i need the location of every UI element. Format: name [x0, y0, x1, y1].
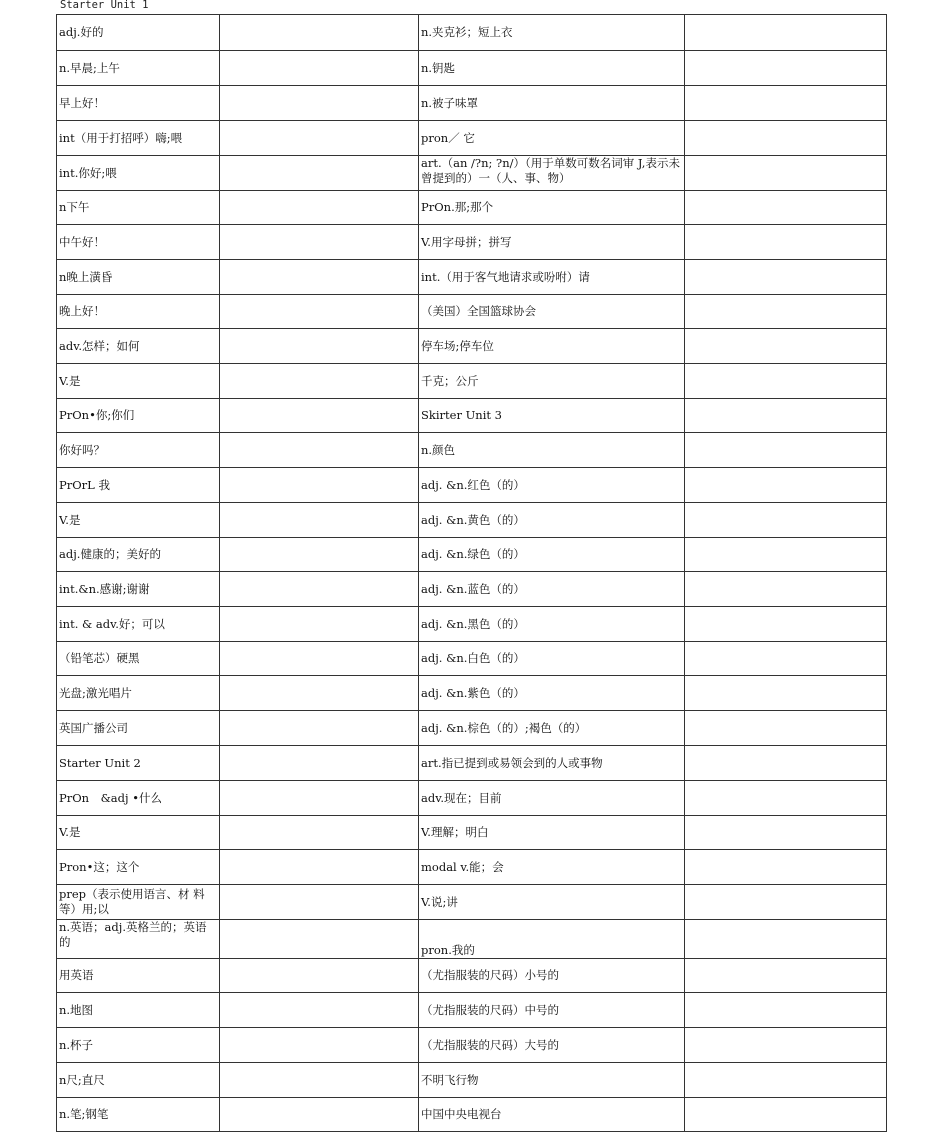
- table-row: [57, 676, 887, 711]
- left-answer-cell[interactable]: [220, 295, 419, 329]
- left-term: int. & adv.好；可以: [57, 607, 220, 642]
- left-term: V.是: [57, 364, 220, 399]
- right-answer-cell[interactable]: [685, 572, 887, 607]
- left-answer-cell[interactable]: [220, 329, 419, 364]
- left-term: （铅笔芯）硬黑: [57, 642, 220, 676]
- left-answer-cell[interactable]: [220, 1028, 419, 1063]
- table-row: [57, 642, 887, 676]
- right-term: 不明飞行物: [419, 1063, 685, 1098]
- left-term: int.你好;喂: [57, 156, 220, 191]
- left-term: n下午: [57, 191, 220, 225]
- left-answer-cell[interactable]: [220, 364, 419, 399]
- left-answer-cell[interactable]: [220, 15, 419, 51]
- right-answer-cell[interactable]: [685, 433, 887, 468]
- left-answer-cell[interactable]: [220, 468, 419, 503]
- left-answer-cell[interactable]: [220, 399, 419, 433]
- right-term: （尤指服装的尺码）中号的: [419, 993, 685, 1028]
- right-term: adj. &n.绿色（的）: [419, 538, 685, 572]
- right-answer-cell[interactable]: [685, 191, 887, 225]
- left-term: n.地图: [57, 993, 220, 1028]
- right-answer-cell[interactable]: [685, 86, 887, 121]
- table-row: [57, 816, 887, 850]
- left-answer-cell[interactable]: [220, 156, 419, 191]
- table-row: [57, 225, 887, 260]
- left-term: int.&n.感谢;谢谢: [57, 572, 220, 607]
- table-row: [57, 51, 887, 86]
- right-answer-cell[interactable]: [685, 295, 887, 329]
- right-term: pron／ 它: [419, 121, 685, 156]
- left-term: n.杯子: [57, 1028, 220, 1063]
- right-term: n.夹克衫；短上衣: [419, 15, 685, 51]
- left-answer-cell[interactable]: [220, 1098, 419, 1132]
- left-answer-cell[interactable]: [220, 225, 419, 260]
- left-answer-cell[interactable]: [220, 816, 419, 850]
- left-term: PrOn•你;你们: [57, 399, 220, 433]
- right-answer-cell[interactable]: [685, 225, 887, 260]
- left-term: 英国广播公司: [57, 711, 220, 746]
- left-answer-cell[interactable]: [220, 959, 419, 993]
- table-row: [57, 433, 887, 468]
- left-answer-cell[interactable]: [220, 642, 419, 676]
- right-answer-cell[interactable]: [685, 121, 887, 156]
- right-answer-cell[interactable]: [685, 1028, 887, 1063]
- left-term: 晚上好！: [57, 295, 220, 329]
- table-row: [57, 746, 887, 781]
- left-answer-cell[interactable]: [220, 607, 419, 642]
- right-term: V.理解；明白: [419, 816, 685, 850]
- left-term: 光盘;激光唱片: [57, 676, 220, 711]
- table-row: [57, 1028, 887, 1063]
- right-term: PrOn.那;那个: [419, 191, 685, 225]
- left-answer-cell[interactable]: [220, 121, 419, 156]
- right-term: 千克；公斤: [419, 364, 685, 399]
- left-term: V.是: [57, 503, 220, 538]
- left-term: PrOn &adj •什么: [57, 781, 220, 816]
- right-term: V.说;讲: [419, 885, 685, 920]
- right-term: n.颜色: [419, 433, 685, 468]
- right-term: pron.我的: [419, 920, 685, 959]
- left-term: n尺;直尺: [57, 1063, 220, 1098]
- vocabulary-table: [56, 14, 887, 1132]
- right-answer-cell[interactable]: [685, 1063, 887, 1098]
- right-term: adj. &n.白色（的）: [419, 642, 685, 676]
- right-term: modal v.能；会: [419, 850, 685, 885]
- left-term: n.英语；adj.英格兰的；英语的: [57, 920, 220, 959]
- left-answer-cell[interactable]: [220, 433, 419, 468]
- left-answer-cell[interactable]: [220, 191, 419, 225]
- left-term: V.是: [57, 816, 220, 850]
- right-answer-cell[interactable]: [685, 816, 887, 850]
- table-row: [57, 959, 887, 993]
- table-row: [57, 1098, 887, 1132]
- right-answer-cell[interactable]: [685, 781, 887, 816]
- right-answer-cell[interactable]: [685, 676, 887, 711]
- vocabulary-table-body: [57, 15, 887, 1132]
- left-answer-cell[interactable]: [220, 51, 419, 86]
- table-row: [57, 607, 887, 642]
- right-answer-cell[interactable]: [685, 538, 887, 572]
- right-term: adj. &n.紫色（的）: [419, 676, 685, 711]
- left-answer-cell[interactable]: [220, 1063, 419, 1098]
- table-row: [57, 993, 887, 1028]
- left-answer-cell[interactable]: [220, 538, 419, 572]
- right-term: art.指已提到或易领会到的人或事物: [419, 746, 685, 781]
- left-answer-cell[interactable]: [220, 993, 419, 1028]
- left-term: adj.好的: [57, 15, 220, 51]
- left-term: n.笔;钢笔: [57, 1098, 220, 1132]
- right-answer-cell[interactable]: [685, 885, 887, 920]
- table-row: [57, 503, 887, 538]
- right-answer-cell[interactable]: [685, 959, 887, 993]
- right-answer-cell[interactable]: [685, 51, 887, 86]
- table-row: [57, 1063, 887, 1098]
- left-term: 用英语: [57, 959, 220, 993]
- left-term: 早上好！: [57, 86, 220, 121]
- right-term: 中国中央电视台: [419, 1098, 685, 1132]
- left-term: 中午好！: [57, 225, 220, 260]
- left-answer-cell[interactable]: [220, 781, 419, 816]
- right-answer-cell[interactable]: [685, 329, 887, 364]
- right-answer-cell[interactable]: [685, 607, 887, 642]
- right-term: 停车场;停车位: [419, 329, 685, 364]
- table-row: [57, 260, 887, 295]
- left-term: n.早晨;上午: [57, 51, 220, 86]
- right-answer-cell[interactable]: [685, 15, 887, 51]
- table-row: [57, 538, 887, 572]
- table-row: [57, 191, 887, 225]
- table-row: [57, 850, 887, 885]
- table-row: [57, 86, 887, 121]
- right-answer-cell[interactable]: [685, 260, 887, 295]
- right-answer-cell[interactable]: [685, 364, 887, 399]
- right-term: adj. &n.黑色（的）: [419, 607, 685, 642]
- table-row: [57, 572, 887, 607]
- right-answer-cell[interactable]: [685, 711, 887, 746]
- table-row: [57, 711, 887, 746]
- right-term: adj. &n.蓝色（的）: [419, 572, 685, 607]
- left-term: adv.怎样；如何: [57, 329, 220, 364]
- table-row: [57, 295, 887, 329]
- left-term: PrOrL 我: [57, 468, 220, 503]
- left-answer-cell[interactable]: [220, 746, 419, 781]
- table-row: [57, 920, 887, 959]
- left-answer-cell[interactable]: [220, 572, 419, 607]
- right-answer-cell[interactable]: [685, 850, 887, 885]
- left-term: int（用于打招呼）嗨;喂: [57, 121, 220, 156]
- left-term: 你好吗？: [57, 433, 220, 468]
- right-term: adj. &n.黄色（的）: [419, 503, 685, 538]
- left-term: adj.健康的；美好的: [57, 538, 220, 572]
- table-row: [57, 156, 887, 191]
- right-answer-cell[interactable]: [685, 746, 887, 781]
- table-row: [57, 781, 887, 816]
- left-answer-cell[interactable]: [220, 920, 419, 959]
- table-row: [57, 399, 887, 433]
- left-term: Pron•这；这个: [57, 850, 220, 885]
- right-answer-cell[interactable]: [685, 993, 887, 1028]
- unit-header: Starter Unit 1: [60, 0, 149, 11]
- right-term: （尤指服装的尺码）小号的: [419, 959, 685, 993]
- right-answer-cell[interactable]: [685, 503, 887, 538]
- right-term: n.被子味罩: [419, 86, 685, 121]
- right-term: int.（用于客气地请求或吩咐）请: [419, 260, 685, 295]
- right-term: adj. &n.棕色（的）;褐色（的）: [419, 711, 685, 746]
- table-row: [57, 121, 887, 156]
- right-answer-cell[interactable]: [685, 399, 887, 433]
- left-term: prep（表示使用语言、材 料等）用;以: [57, 885, 220, 920]
- left-answer-cell[interactable]: [220, 676, 419, 711]
- right-term: adj. &n.红色（的）: [419, 468, 685, 503]
- table-row: [57, 468, 887, 503]
- left-answer-cell[interactable]: [220, 260, 419, 295]
- right-term: （美国）全国篮球协会: [419, 295, 685, 329]
- left-term: n晚上潢昏: [57, 260, 220, 295]
- table-row: [57, 329, 887, 364]
- right-answer-cell[interactable]: [685, 1098, 887, 1132]
- left-answer-cell[interactable]: [220, 503, 419, 538]
- right-term: adv.现在；目前: [419, 781, 685, 816]
- left-answer-cell[interactable]: [220, 885, 419, 920]
- right-term: n.钥匙: [419, 51, 685, 86]
- table-row: [57, 364, 887, 399]
- right-answer-cell[interactable]: [685, 468, 887, 503]
- right-term: art.（an /?n; ?n/）（用于单数可数名词审 J,表示未曾提到的）一（人、事、物）: [419, 156, 685, 191]
- left-term: Starter Unit 2: [57, 746, 220, 781]
- right-answer-cell[interactable]: [685, 920, 887, 959]
- left-answer-cell[interactable]: [220, 86, 419, 121]
- right-term: Skirter Unit 3: [419, 399, 685, 433]
- left-answer-cell[interactable]: [220, 850, 419, 885]
- table-row: [57, 15, 887, 51]
- right-term: （尤指服装的尺码）大号的: [419, 1028, 685, 1063]
- right-answer-cell[interactable]: [685, 156, 887, 191]
- table-row: [57, 885, 887, 920]
- right-answer-cell[interactable]: [685, 642, 887, 676]
- right-term: V.用字母拼；拼写: [419, 225, 685, 260]
- left-answer-cell[interactable]: [220, 711, 419, 746]
